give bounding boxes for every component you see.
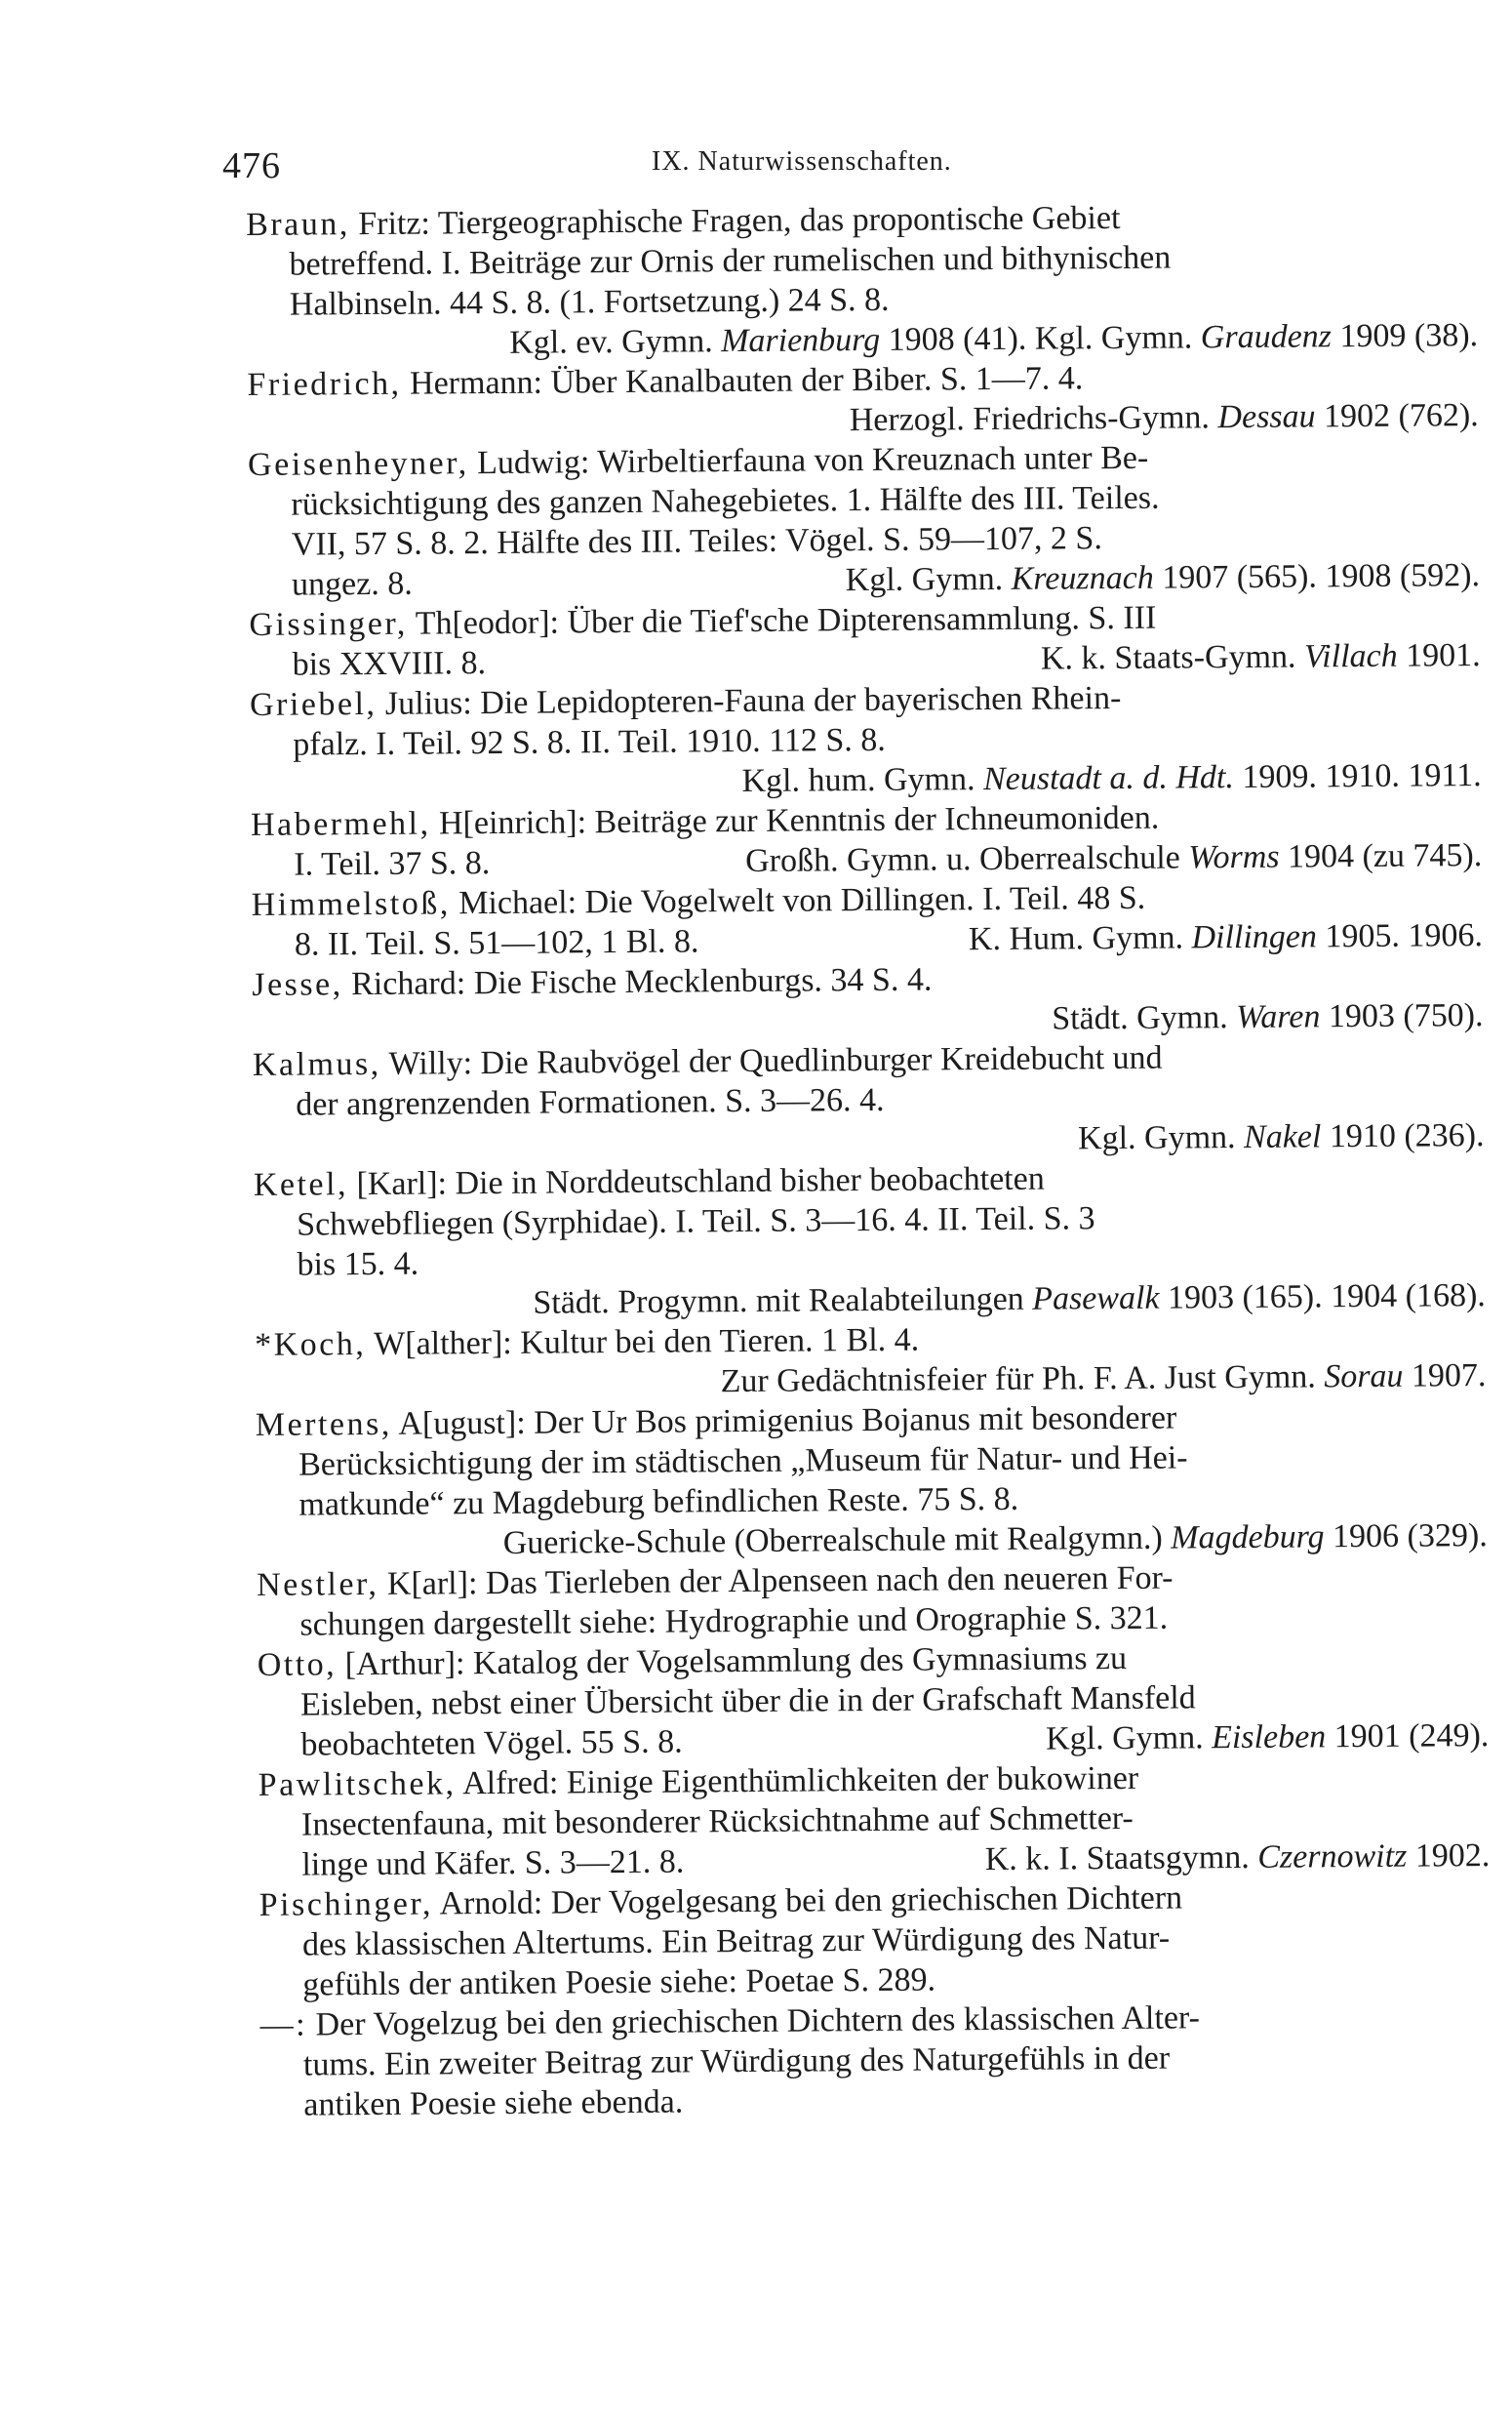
place-name: Villach [1303,637,1398,675]
school-reference [533,1277,1486,1321]
entry-text: Willy: Die Raubvögel der Quedlinburger Kreidebucht und [380,1039,1163,1082]
place-name: Magdeburg [1171,1518,1325,1556]
year-reference: 1905. 1906. [1316,917,1484,955]
school-name: Kgl. Gymn. [1045,1719,1213,1757]
bibliography-entry [259,1876,1492,2005]
school-name: K. k. I. Staatsgymn. [984,1838,1258,1878]
bibliography-entry [259,1996,1492,2125]
place-name: Worms [1188,838,1280,876]
author-name: Jesse, [252,966,343,1003]
entry-text: Schwebfliegen (Syrphidae). I. Teil. S. 3—16. 4. II. Teil. S. 3 [297,1200,1095,1243]
entry-text: bis 15. 4. [297,1245,419,1283]
entry-text: [Karl]: Die in Norddeutschland bisher beobachteten [347,1160,1045,1203]
author-name: Habermehl, [250,805,431,843]
entry-text: Halbinseln. 44 S. 8. (1. Fortsetzung.) 24 S. 8. [289,281,890,323]
entry-text: tums. Ein zweiter Beitrag zur Würdigung des Naturgefühls in der [302,2039,1171,2083]
entry-text: I. Teil. 37 S. 8. [294,845,491,883]
author-name: Friedrich, [247,365,402,403]
school-name: Städt. Gymn. [1052,999,1237,1037]
year-reference: 1901 (249). [1326,1717,1490,1755]
entry-text: ungez. 8. [291,565,413,603]
entry-text: H[einrich]: Beiträge zur Kenntnis der Ichneumoniden. [430,799,1160,842]
entry-text: VII, 57 S. 8. 2. Hälfte des III. Teiles: Vögel. S. 59—107, 2 S. [291,520,1103,563]
entry-text: antiken Poesie siehe ebenda. [303,2083,684,2123]
year-reference: 1903 (165). 1904 (168). [1159,1277,1486,1316]
bibliography-entry [247,355,1479,445]
entry-text: Arnold: Der Vogelgesang bei den griechischen Dichtern [432,1879,1183,1922]
entry-text: Richard: Die Fische Mecklenburgs. 34 S. 4. [342,961,933,1003]
author-name: Griebel, [249,685,378,723]
school-name: Kgl. hum. Gymn. [741,761,984,800]
entry-text: Ludwig: Wirbeltierfauna von Kreuznach unter Be- [468,439,1149,482]
bibliography-entry [251,795,1483,885]
author-name: Mertens, [255,1405,392,1443]
entry-text: [Arthur]: Katalog der Vogelsammlung des Gymnasiums zu [337,1639,1128,1683]
author-name: Braun, [246,206,350,243]
bibliography-entry [250,675,1482,805]
entry-text: Berücksichtigung der im städtischen „Museum für Natur- und Hei- [298,1439,1188,1483]
bibliography-entry [258,1635,1490,1765]
school-reference [1041,635,1481,679]
running-head: IX. Naturwissenschaften. [652,146,952,177]
year-reference: 1902. [1407,1837,1491,1875]
entry-line [260,2076,1492,2125]
school-reference [1078,1117,1485,1156]
entry-text: Der Vogelzug bei den griechischen Dichtern des klassischen Alter- [306,1999,1201,2043]
place-name: Kreuznach [1011,559,1154,597]
school-reference [720,1357,1486,1399]
entry-text: Hermann: Über Kanalbauten der Biber. S. 1—7. 4. [401,360,1084,402]
bibliography-list [246,195,1492,2125]
entry-text: bis XXVIII. 8. [292,645,487,683]
year-reference: 1910 (236). [1321,1117,1485,1155]
school-name: Guericke-Schule (Oberrealschule mit Realgymn.) [502,1519,1172,1561]
author-name: —: [259,2006,308,2043]
bibliography-entry [252,955,1484,1045]
school-name: Kgl. Gymn. [1077,1118,1245,1157]
school-reference [745,835,1482,881]
year-reference: 1906 (329). [1324,1517,1488,1555]
year-reference: 1904 (zu 745). [1279,837,1483,875]
entry-text: A[ugust]: Der Ur Bos primigenius Bojanus mit besonderer [391,1399,1177,1442]
entry-text: K[arl]: Das Tierleben der Alpenseen nach den neueren For- [378,1559,1174,1602]
school-reference [985,1835,1491,1879]
place-name: Neustadt a. d. Hdt. [982,759,1235,798]
bibliography-entry [253,1035,1485,1165]
entry-text: Th[eodor]: Über die Tief'sche Dipterensammlung. S. III [407,599,1157,642]
entry-text: matkunde“ zu Magdeburg befindlichen Reste. 75 S. 8. [298,1480,1019,1523]
bibliography-entry [248,435,1480,605]
entry-text: schungen dargestellt siehe: Hydrographie und Orographie S. 321. [299,1599,1169,1643]
school-name: Zur Gedächtnisfeier für Ph. F. A. Just Gymn. [720,1358,1325,1400]
entry-text: des klassischen Altertums. Ein Beitrag zur Würdigung des Natur- [301,1919,1171,1963]
school-name: Städt. Progymn. mit Realabteilungen [533,1280,1033,1321]
entry-text: gefühls der antiken Poesie siehe: Poetae S. 289. [302,1961,936,2003]
year-reference: 1909. 1910. 1911. [1233,757,1482,796]
school-name: Kgl. Gymn. [845,560,1012,599]
bibliography-entry [256,1395,1488,1565]
year-reference: 1901. [1397,637,1481,674]
school-name: K. k. Staats-Gymn. [1040,638,1305,677]
page-number: 476 [222,145,281,186]
year-reference: 1907. [1403,1357,1487,1394]
year-reference: 1903 (750). [1320,997,1484,1035]
bibliography-entry [251,875,1483,965]
school-reference [850,397,1479,438]
entry-text: der angrenzenden Formationen. S. 3—26. 4. [296,1081,885,1123]
place-name: Waren [1236,998,1321,1036]
author-name: Himmelstoß, [251,885,451,923]
place-name: Dessau [1217,398,1316,436]
entry-text: rücksichtigung des ganzen Nahegebietes. 1. Hälfte des III. Teiles. [291,479,1160,523]
place-name: Marienburg [720,321,881,360]
entry-text: 8. II. Teil. S. 51—102, 1 Bl. 8. [294,923,699,963]
author-name: *Koch, [255,1326,367,1363]
place-name: Pasewalk [1032,1279,1160,1317]
place-name: Dillingen [1191,918,1318,956]
entry-text: beobachteten Vögel. 55 S. 8. [300,1723,683,1763]
author-name: Otto, [257,1646,338,1683]
author-name: Kalmus, [252,1045,381,1083]
entry-text: Michael: Die Vogelwelt von Dillingen. I. Teil. 48 S. [450,879,1146,922]
author-name: Pischinger, [259,1885,434,1923]
author-name: Ketel, [253,1166,349,1203]
bibliography-entry [257,1555,1489,1645]
bibliography-entry [246,195,1478,365]
author-name: Pawlitschek, [258,1765,457,1803]
place-name: Eisleben [1211,1718,1327,1756]
place-name: Graudenz [1200,318,1333,356]
school-name: Großh. Gymn. u. Oberrealschule [745,839,1189,879]
entry-text: pfalz. I. Teil. 92 S. 8. II. Teil. 1910. 112 S. 8. [293,721,886,763]
author-name: Geisenheyner, [247,445,469,483]
entry-text: Fritz: Tiergeographische Fragen, das propontische Gebiet [349,199,1121,243]
year-reference: 1909 (38). [1331,317,1479,355]
school-reference [1046,1715,1490,1759]
bibliography-entry [255,1315,1487,1405]
page-header [222,144,1295,193]
bibliography-entry [259,1755,1491,1885]
entry-text: Alfred: Einige Eigenthümlichkeiten der bukowiner [456,1759,1139,1802]
place-name: Sorau [1324,1357,1404,1395]
school-reference [509,317,1478,361]
school-name: K. Hum. Gymn. [968,919,1192,958]
school-reference [1052,997,1484,1036]
place-name: Nakel [1243,1118,1322,1155]
place-name: Czernowitz [1257,1837,1408,1876]
bibliography-entry [254,1155,1486,1325]
author-name: Nestler, [256,1565,379,1603]
author-name: Gissinger, [249,605,408,643]
school-name: Herzogl. Friedrichs-Gymn. [849,399,1218,439]
year-reference: 1902 (762). [1315,397,1479,435]
school-name: Kgl. ev. Gymn. [509,323,722,361]
year-reference: 1907 (565). 1908 (592). [1153,557,1481,596]
entry-text: Eisleben, nebst einer Übersicht über die in der Grafschaft Mansfeld [299,1679,1196,1723]
entry-text: linge und Käfer. S. 3—21. 8. [301,1843,685,1883]
entry-text: Julius: Die Lepidopteren-Fauna der bayerischen Rhein- [377,679,1122,722]
bibliography-entry [249,595,1481,685]
school-reference [969,915,1483,959]
school-reference [503,1517,1488,1561]
entry-text: W[alther]: Kultur bei den Tieren. 1 Bl. 4. [366,1321,920,1363]
entry-text: Insectenfauna, mit besonderer Rücksichtnahme auf Schmetter- [300,1799,1134,1843]
year-reference: 1908 (41). Kgl. Gymn. [880,319,1201,358]
school-reference [846,555,1481,600]
school-reference [741,757,1481,799]
entry-text: betreffend. I. Beiträge zur Ornis der rumelischen und bithynischen [289,239,1172,283]
